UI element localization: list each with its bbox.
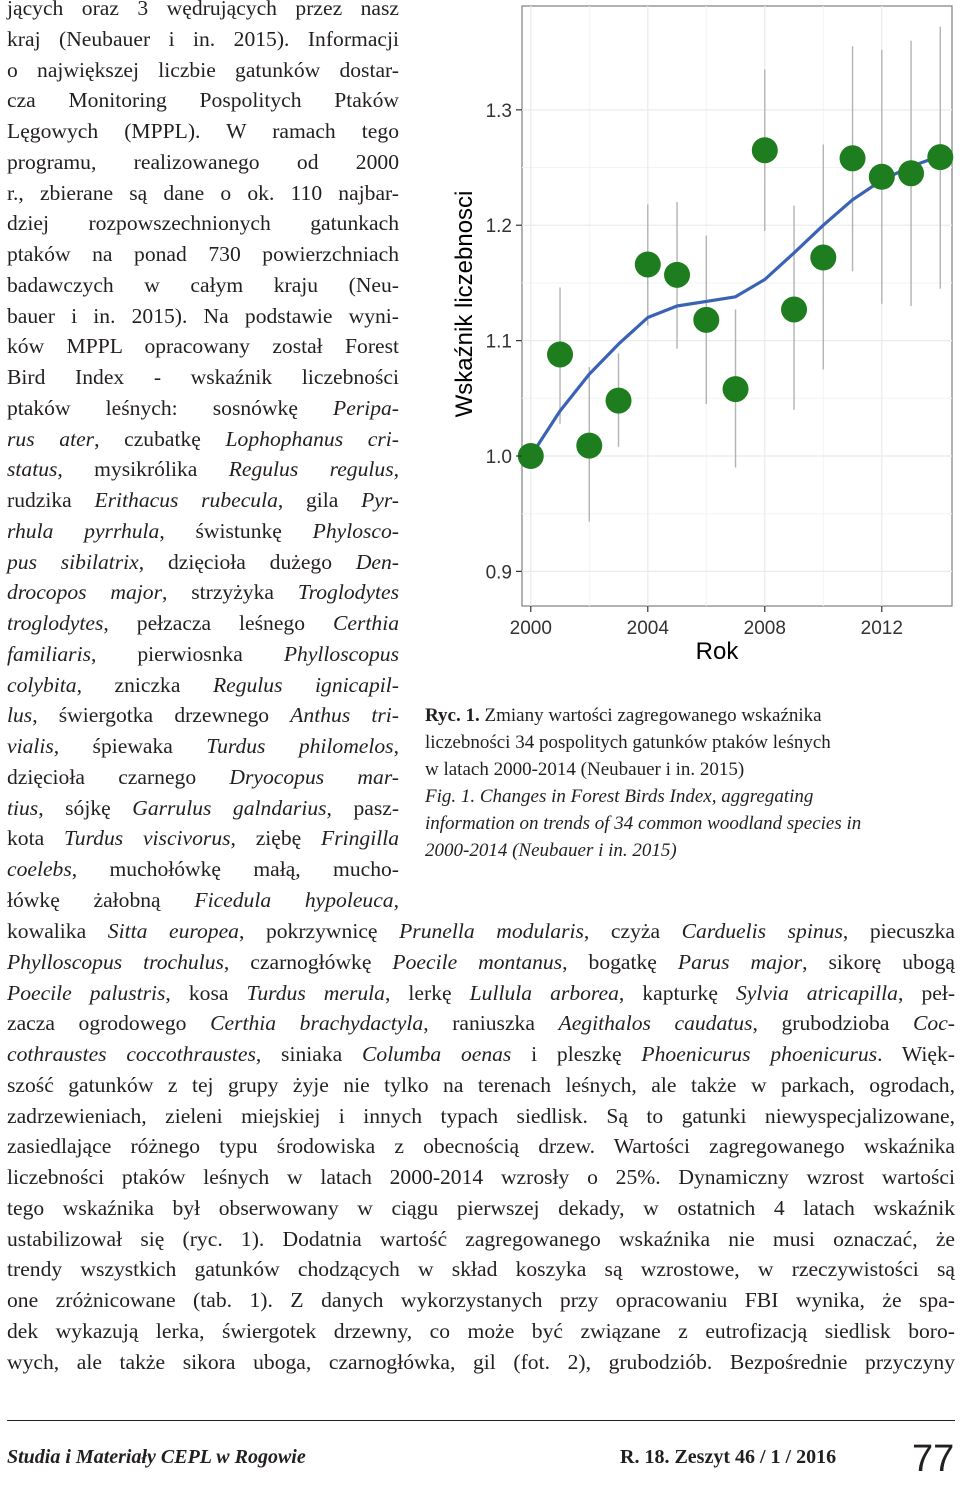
page-number: 77 xyxy=(912,1438,955,1480)
text-line xyxy=(7,516,399,547)
text-line xyxy=(7,854,399,885)
text-run: o największej liczbie gatunków dostar- xyxy=(7,57,399,82)
text-run: , raniuszka xyxy=(423,1011,559,1036)
text-run: , peł- xyxy=(897,980,956,1005)
text-line xyxy=(7,1316,955,1347)
text-run: , bogatkę xyxy=(562,949,678,974)
data-point xyxy=(869,164,895,190)
text-line xyxy=(7,1347,955,1378)
species-name: Prunella modularis xyxy=(399,919,584,943)
text-line xyxy=(7,1070,955,1101)
x-tick-label: 2008 xyxy=(743,618,786,639)
species-name: familiaris xyxy=(7,641,91,666)
species-name: Peripa- xyxy=(333,395,399,420)
text-run: , lerkę xyxy=(384,980,470,1005)
species-name: vialis xyxy=(7,734,54,758)
text-line xyxy=(7,916,955,947)
text-run: dek wykazują lerka, świergotek drzewny, co może być związane z eutrofizacją siedlisk boro- xyxy=(7,1318,955,1343)
text-run: , kosa xyxy=(165,980,247,1005)
text-run: ptaków na ponad 730 powierzchniach xyxy=(7,242,399,266)
text-run: , świergotka drzewnego xyxy=(32,703,291,728)
text-run: ustabilizował się (ryc. 1). Dodatnia wartość zagregowanego wskaźnika nie musi oznaczać, że xyxy=(7,1226,955,1251)
text-run: , xyxy=(393,887,399,912)
x-tick-label: 2004 xyxy=(626,618,669,639)
footer-journal-title: Studia i Materiały CEPL w Rogowie xyxy=(7,1446,306,1468)
species-name: Parus major xyxy=(677,949,803,974)
text-run: , kapturkę xyxy=(618,980,736,1005)
text-run: trendy wszystkich gatunków chodzących w skład koszyka są wzrostowe, w rzeczywistości są xyxy=(7,1257,955,1282)
species-name: Erithacus rubecula xyxy=(94,488,278,512)
data-point xyxy=(664,262,690,288)
text-run: , świstunkę xyxy=(159,518,313,543)
caption-line-en-3: 2000-2014 (Neubauer i in. 2015) xyxy=(425,840,677,861)
species-name: Regulus ignicapil- xyxy=(212,672,399,697)
species-name: Regulus regulus xyxy=(228,457,394,482)
species-name: pus sibilatrix xyxy=(7,549,139,574)
text-run: ptaków leśnych: sosnówkę xyxy=(7,395,334,420)
text-run: badawczych w całym kraju (Neu- xyxy=(7,272,399,297)
text-line xyxy=(7,362,399,393)
text-line xyxy=(7,331,399,362)
species-name: drocopos major xyxy=(7,580,162,605)
text-run: , pierwiosnka xyxy=(91,641,284,666)
text-line xyxy=(7,239,399,270)
species-name: Poecile montanus xyxy=(392,949,563,974)
caption-pl-label: Ryc. 1. xyxy=(425,705,480,726)
text-run: , pełzacza leśnego xyxy=(103,611,334,635)
text-line xyxy=(7,1254,955,1285)
species-name: Phylosco- xyxy=(312,518,399,543)
text-run: , czyża xyxy=(583,919,682,943)
text-run: , pasz- xyxy=(326,795,400,820)
species-name: Aegithalos caudatus xyxy=(558,1011,753,1036)
text-line xyxy=(7,608,399,639)
text-line xyxy=(7,577,399,608)
text-line xyxy=(7,24,399,55)
text-run: , sójkę xyxy=(38,795,133,820)
main-body-text xyxy=(7,916,955,1377)
text-line xyxy=(7,301,399,332)
text-run: , siniaka xyxy=(255,1042,362,1066)
species-name: Turdus viscivorus xyxy=(63,826,231,851)
text-run: , śpiewaka xyxy=(53,734,207,758)
text-line xyxy=(7,1193,955,1224)
text-run: liczebności ptaków leśnych w latach 2000-2014 wzrosły o 25%. Dynamiczny wzrost wartości xyxy=(7,1165,955,1189)
figure-caption xyxy=(425,702,945,864)
species-name: rus ater xyxy=(7,426,95,451)
species-name: coelebs xyxy=(7,857,72,881)
text-line xyxy=(7,762,399,793)
text-run: , piecuszka xyxy=(842,919,956,943)
text-run: , xyxy=(393,734,399,758)
text-run: , grubodzioba xyxy=(752,1011,914,1036)
data-point xyxy=(635,251,661,277)
species-name: Anthus tri- xyxy=(290,703,399,728)
data-point xyxy=(606,388,632,414)
text-line xyxy=(7,1162,955,1193)
text-run: , zniczka xyxy=(76,672,213,697)
y-tick-label: 1.2 xyxy=(485,216,512,238)
text-line xyxy=(7,485,399,516)
species-name: Den- xyxy=(355,549,399,574)
y-tick-label: 1.0 xyxy=(485,447,512,468)
text-line xyxy=(7,1285,955,1316)
species-name: Fringilla xyxy=(321,826,400,851)
species-name: Sylvia atricapilla xyxy=(735,980,898,1005)
text-run: rudzika xyxy=(7,488,95,512)
text-run: dzięcioła czarnego xyxy=(7,764,230,789)
left-column-text xyxy=(7,0,399,916)
species-name: Dryocopus mar- xyxy=(229,764,399,789)
caption-line-pl-2: liczebności 34 pospolitych gatunków ptaków leśnych xyxy=(425,732,831,753)
text-run: zadrzewieniach, zieleni miejskiej i innych typach siedlisk. Są to gatunki niewyspecjalizowane, xyxy=(7,1103,955,1128)
text-run: , ziębę xyxy=(230,826,322,851)
text-line xyxy=(7,116,399,147)
caption-pl-text: Zmiany wartości zagregowanego wskaźnika xyxy=(479,705,822,726)
x-axis-title: Rok xyxy=(695,638,739,665)
data-point xyxy=(723,376,749,402)
text-line xyxy=(7,1008,955,1039)
caption-line-pl-3: w latach 2000-2014 (Neubauer i in. 2015) xyxy=(425,759,745,780)
text-line xyxy=(7,978,955,1009)
species-name: Pyr- xyxy=(361,488,399,512)
text-run: wych, ale także sikora uboga, czarnogłówka, gil (fot. 2), grubodziób. Bezpośrednie przyczyny xyxy=(7,1349,955,1374)
species-name: cothraustes coccothraustes xyxy=(7,1042,256,1066)
species-name: troglodytes xyxy=(7,611,104,635)
y-tick-label: 0.9 xyxy=(485,562,512,584)
text-run: Lęgowych (MPPL). W ramach tego xyxy=(7,119,399,143)
text-line xyxy=(7,178,399,209)
text-line xyxy=(7,393,399,424)
species-name: status xyxy=(7,457,58,482)
caption-line-en-2: information on trends of 34 common woodland species in xyxy=(425,813,862,834)
text-run: , gila xyxy=(277,488,362,512)
text-line xyxy=(7,1224,955,1255)
text-run: , dzięcioła dużego xyxy=(138,549,356,574)
species-name: Turdus philomelos xyxy=(206,734,394,758)
x-tick-label: 2000 xyxy=(509,618,552,639)
text-run: zacza ogrodowego xyxy=(7,1011,211,1036)
text-line xyxy=(7,208,399,239)
x-tick-label: 2012 xyxy=(860,618,903,639)
text-run: . Więk- xyxy=(877,1042,955,1066)
text-line xyxy=(7,1039,955,1070)
footer-volume-info: R. 18. Zeszyt 46 / 1 / 2016 xyxy=(620,1446,837,1468)
text-run: , muchołówkę małą, mucho- xyxy=(71,857,399,881)
text-run: , czarnogłówkę xyxy=(223,949,393,974)
species-name: Certhia brachydactyla xyxy=(210,1011,424,1036)
text-run: zasiedlające różnego typu środowiska z obecnością drzew. Wartości zagregowanego wskaźnika xyxy=(7,1134,955,1159)
text-line xyxy=(7,793,399,824)
data-point xyxy=(752,137,778,163)
footer-divider xyxy=(7,1420,955,1421)
species-name: Ficedula hypoleuca xyxy=(194,887,394,912)
forest-bird-index-chart xyxy=(420,0,960,680)
text-line xyxy=(7,885,399,916)
species-name: Turdus merula xyxy=(246,980,385,1005)
species-name: Phylloscopus trochulus xyxy=(7,949,224,974)
text-line xyxy=(7,639,399,670)
species-name: Certhia xyxy=(333,611,399,635)
species-name: Lullula arborea xyxy=(469,980,619,1005)
y-tick-label: 1.1 xyxy=(485,331,512,353)
text-run: , pokrzywnicę xyxy=(238,919,400,943)
text-run: łówkę żałobną xyxy=(7,887,195,912)
species-name: Phoenicurus phoenicurus xyxy=(641,1042,878,1066)
species-name: Troglodytes xyxy=(297,580,399,605)
species-name: Garrulus galndarius xyxy=(132,795,327,820)
species-name: colybita xyxy=(7,672,77,697)
text-line xyxy=(7,947,955,978)
caption-line-en-1: Fig. 1. Changes in Forest Birds Index, aggregating xyxy=(425,786,814,807)
text-run: , czubatkę xyxy=(94,426,226,451)
text-run: one zróżnicowane (tab. 1). Z danych wykorzystanych przy opracowaniu FBI wynika, że spa- xyxy=(7,1288,955,1312)
data-point xyxy=(547,341,573,367)
text-line xyxy=(7,454,399,485)
data-point xyxy=(693,307,719,333)
species-name: Sitta europea xyxy=(107,919,239,943)
species-name: Coc- xyxy=(913,1011,955,1036)
species-name: Carduelis spinus xyxy=(681,919,843,943)
y-tick-label: 1.3 xyxy=(485,100,512,122)
species-name: Columba oenas xyxy=(362,1042,512,1066)
text-run: , xyxy=(393,457,399,482)
text-run: jących oraz 3 wędrujących przez nasz xyxy=(7,0,399,20)
species-name: rhula pyrrhula xyxy=(7,518,160,543)
text-run: kowalika xyxy=(7,919,108,943)
text-line xyxy=(7,1101,955,1132)
data-point xyxy=(781,296,807,322)
text-run: programu, realizowanego od 2000 xyxy=(7,149,399,174)
text-run: , mysikrólika xyxy=(57,457,229,482)
text-run: dziej rozpowszechnionych gatunkach xyxy=(7,211,399,236)
text-line xyxy=(7,731,399,762)
text-run: bauer i in. 2015). Na podstawie wyni- xyxy=(7,303,399,328)
species-name: Poecile palustris xyxy=(7,980,166,1005)
text-line xyxy=(7,700,399,731)
species-name: lus xyxy=(7,703,33,728)
data-point xyxy=(576,433,602,459)
data-point xyxy=(898,160,924,186)
text-run: ków MPPL opracowany został Forest xyxy=(7,334,399,359)
caption-line-pl-1 xyxy=(425,702,945,729)
text-run: kraj (Neubauer i in. 2015). Informacji xyxy=(7,26,399,51)
data-point xyxy=(840,145,866,171)
species-name: tius xyxy=(7,795,39,820)
text-line xyxy=(7,424,399,455)
text-line xyxy=(7,670,399,701)
species-name: Lophophanus cri- xyxy=(225,426,399,451)
y-axis-title: Wskaźnik liczebnosci xyxy=(451,190,478,418)
text-run: kota xyxy=(7,826,64,851)
text-line xyxy=(7,547,399,578)
text-line xyxy=(7,823,399,854)
text-run: szość gatunków z tej grupy żyje nie tylko na terenach leśnych, ale także w parkach, ogrodach, xyxy=(7,1072,955,1097)
data-point xyxy=(927,144,953,170)
text-run: cza Monitoring Pospolitych Ptaków xyxy=(7,88,399,113)
text-line xyxy=(7,55,399,86)
text-line xyxy=(7,147,399,178)
text-run: i pleszkę xyxy=(511,1042,642,1066)
text-line xyxy=(7,0,399,24)
text-line xyxy=(7,1131,955,1162)
text-line xyxy=(7,270,399,301)
data-point xyxy=(810,245,836,271)
text-run: , sikorę ubogą xyxy=(802,949,956,974)
text-line xyxy=(7,85,399,116)
text-run: tego wskaźnika był obserwowany w ciągu pierwszej dekady, w ostatnich 4 latach wskaźnik xyxy=(7,1195,955,1220)
text-run: Bird Index - wskaźnik liczebności xyxy=(7,365,399,389)
plot-panel xyxy=(522,6,952,606)
text-run: , strzyżyka xyxy=(162,580,298,605)
text-run: r., zbierane są dane o ok. 110 najbar- xyxy=(7,180,399,205)
species-name: Phylloscopus xyxy=(283,641,399,666)
